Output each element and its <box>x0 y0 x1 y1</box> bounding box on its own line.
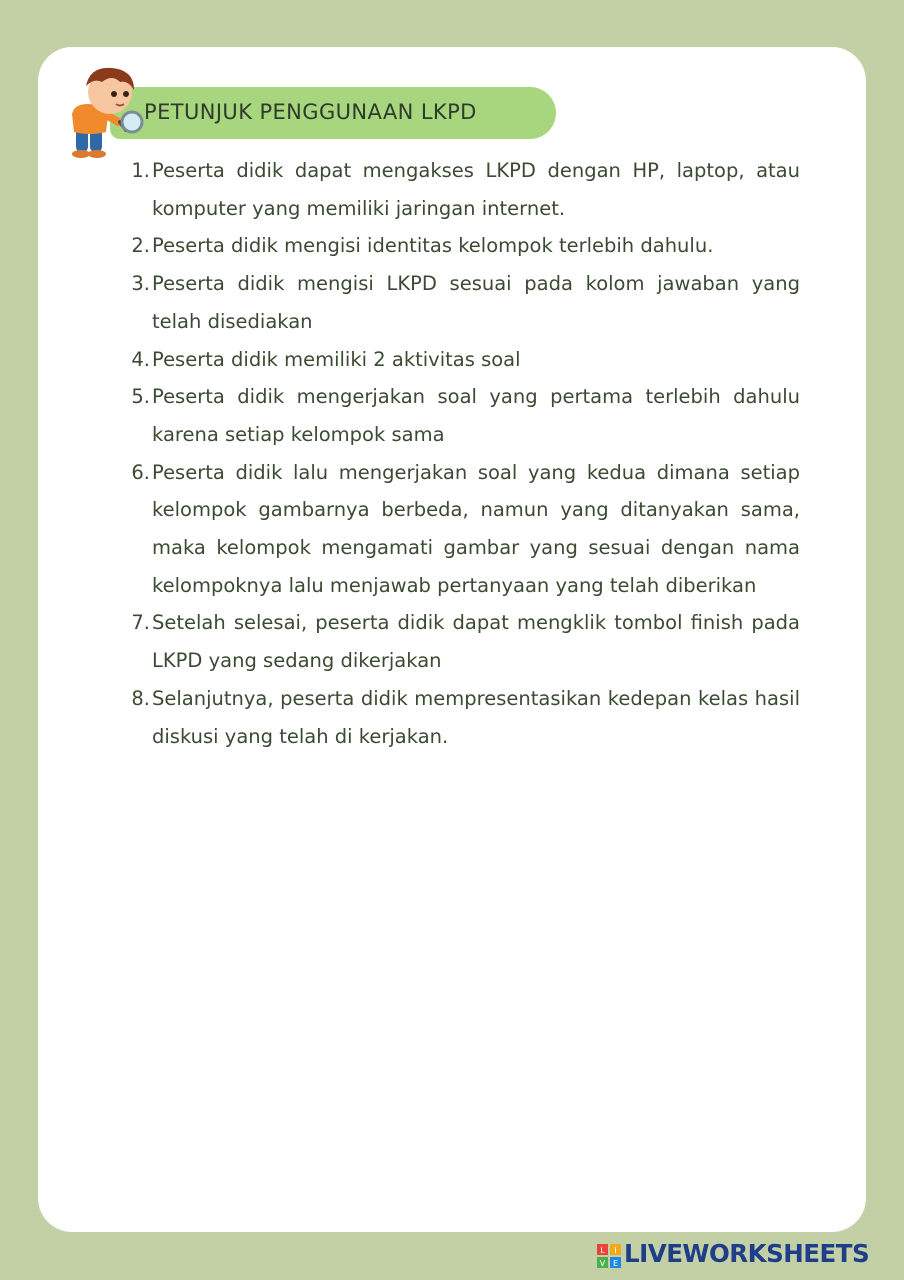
item-number: 4. <box>131 347 150 371</box>
boy-with-magnifying-glass-icon <box>62 62 154 162</box>
brand-link[interactable]: LIVEWORKSHEETS <box>624 1239 870 1268</box>
logo-letter-v: V <box>599 1259 606 1268</box>
list-item <box>0 265 800 340</box>
logo-letter-e: E <box>612 1259 619 1268</box>
item-text: Peserta didik mengerjakan soal yang pertama terlebih dahulu karena setiap kelompok sama <box>152 385 800 446</box>
item-number: 3. <box>131 272 150 296</box>
item-number: 8. <box>131 686 150 710</box>
list-item <box>0 378 800 453</box>
item-text: Peserta didik mengisi identitas kelompok terlebih dahulu. <box>152 234 714 258</box>
list-item <box>0 680 800 755</box>
item-number: 6. <box>131 460 150 484</box>
logo-letter-i: I <box>614 1246 617 1255</box>
list-item <box>0 604 800 679</box>
page-title: PETUNJUK PENGGUNAAN LKPD <box>144 100 477 124</box>
item-number: 1. <box>131 159 150 182</box>
list-item <box>0 152 800 227</box>
item-text: Peserta didik dapat mengakses LKPD dengan HP, laptop, atau komputer yang memiliki jaringan internet. <box>152 159 800 220</box>
item-text: Peserta didik lalu mengerjakan soal yang kedua dimana setiap kelompok gambarnya berbeda, namun yang ditanyakan sama, maka kelompok mengamati gambar yang sesuai dengan nama kelompoknya lalu menjawab pertanyaan yang telah diberikan <box>152 460 800 597</box>
item-text: Peserta didik mengisi LKPD sesuai pada kolom jawaban yang telah disediakan <box>152 272 800 333</box>
item-text: Peserta didik memiliki 2 aktivitas soal <box>152 347 521 371</box>
item-text: Setelah selesai, peserta didik dapat mengklik tombol finish pada LKPD yang sedang dikerjakan <box>152 611 800 673</box>
liveworksheets-logo-icon[interactable] <box>597 1244 621 1268</box>
logo-letter-l: L <box>600 1246 605 1255</box>
instruction-list <box>0 152 800 755</box>
list-item <box>0 227 800 265</box>
item-text: Selanjutnya, peserta didik mempresentasikan kedepan kelas hasil diskusi yang telah di kerjakan. <box>152 686 800 748</box>
list-item <box>0 341 800 379</box>
list-item <box>0 454 800 605</box>
item-number: 2. <box>131 234 150 258</box>
item-number: 5. <box>131 385 150 409</box>
item-number: 7. <box>131 611 150 635</box>
